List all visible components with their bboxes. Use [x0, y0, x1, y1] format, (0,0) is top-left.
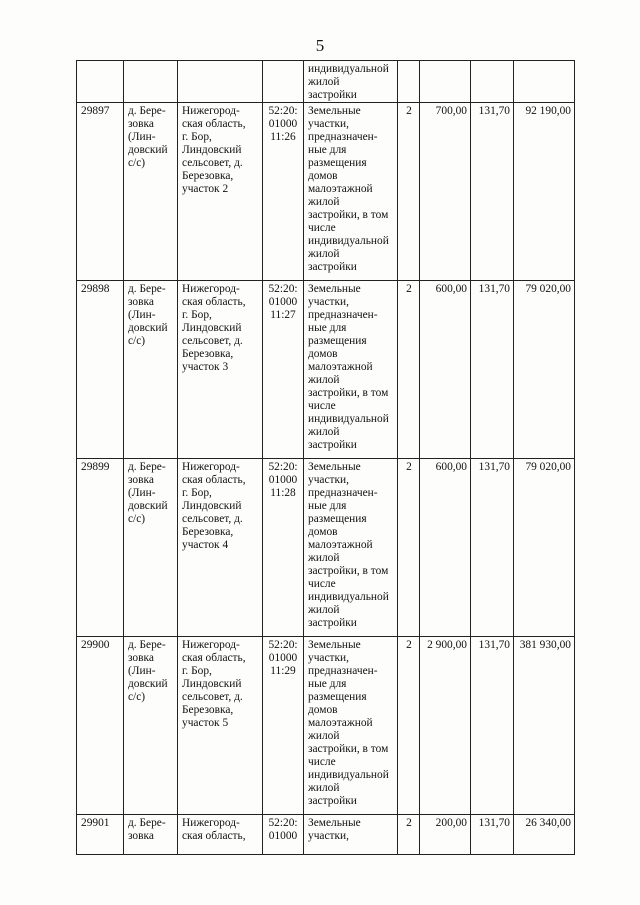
cell-rate: 131,70 [471, 103, 514, 281]
cell-number: 29899 [77, 459, 124, 637]
cell-cadastral: 52:20: 01000 11:26 [263, 103, 304, 281]
cell-cadastral: 52:20: 01000 11:29 [263, 637, 304, 815]
cell-rate: 131,70 [471, 637, 514, 815]
cell-address: Нижегород- ская область, г. Бор, Линдовский сельсовет, д. Березовка, участок 5 [178, 637, 263, 815]
cell-category: 2 [398, 103, 420, 281]
cell-purpose: Земельные участки, предназначен- ные для размещения домов малоэтажной жилой застройки, в том числе индивидуальной жилой застройки [304, 103, 398, 281]
cell-purpose: Земельные участки, [304, 815, 398, 855]
cell-area: 600,00 [420, 281, 471, 459]
table-row [77, 637, 575, 815]
cell-number: 29897 [77, 103, 124, 281]
cell-value: 79 020,00 [514, 281, 575, 459]
table-row [77, 103, 575, 281]
cell-rate: 131,70 [471, 815, 514, 855]
cell-area: 600,00 [420, 459, 471, 637]
cell-locality: д. Бере- зовка (Лин- довский с/с) [124, 637, 178, 815]
cell-category: 2 [398, 815, 420, 855]
cell-rate: 131,70 [471, 459, 514, 637]
cell-locality: д. Бере- зовка (Лин- довский с/с) [124, 459, 178, 637]
cell-category: 2 [398, 459, 420, 637]
table-row [77, 815, 575, 855]
cell-value: 79 020,00 [514, 459, 575, 637]
cell-area: 2 900,00 [420, 637, 471, 815]
cell-value: 381 930,00 [514, 637, 575, 815]
cell-address: Нижегород- ская область, г. Бор, Линдовский сельсовет, д. Березовка, участок 2 [178, 103, 263, 281]
cell-area: 700,00 [420, 103, 471, 281]
cell-address: Нижегород- ская область, [178, 815, 263, 855]
cell-cadastral: 52:20: 01000 [263, 815, 304, 855]
cell-value: 26 340,00 [514, 815, 575, 855]
cell-value [514, 61, 575, 103]
land-plot-table [76, 60, 575, 855]
cell-purpose: индивидуальной жилой застройки [304, 61, 398, 103]
cell-locality: д. Бере- зовка (Лин- довский с/с) [124, 103, 178, 281]
cell-cadastral: 52:20: 01000 11:28 [263, 459, 304, 637]
cell-locality: д. Бере- зовка [124, 815, 178, 855]
cell-value: 92 190,00 [514, 103, 575, 281]
cell-category [398, 61, 420, 103]
cell-address: Нижегород- ская область, г. Бор, Линдовский сельсовет, д. Березовка, участок 3 [178, 281, 263, 459]
cell-cadastral [263, 61, 304, 103]
cell-number [77, 61, 124, 103]
cell-purpose: Земельные участки, предназначен- ные для размещения домов малоэтажной жилой застройки, в том числе индивидуальной жилой застройки [304, 459, 398, 637]
table-row [77, 281, 575, 459]
cell-locality [124, 61, 178, 103]
page-number: 5 [315, 36, 325, 55]
cell-category: 2 [398, 637, 420, 815]
cell-purpose: Земельные участки, предназначен- ные для размещения домов малоэтажной жилой застройки, в том числе индивидуальной жилой застройки [304, 637, 398, 815]
carry-over-row [77, 61, 575, 103]
cell-cadastral: 52:20: 01000 11:27 [263, 281, 304, 459]
table-row [77, 459, 575, 637]
cell-number: 29900 [77, 637, 124, 815]
cell-locality: д. Бере- зовка (Лин- довский с/с) [124, 281, 178, 459]
cell-purpose: Земельные участки, предназначен- ные для размещения домов малоэтажной жилой застройки, в том числе индивидуальной жилой застройки [304, 281, 398, 459]
cell-rate: 131,70 [471, 281, 514, 459]
cell-address [178, 61, 263, 103]
cell-address: Нижегород- ская область, г. Бор, Линдовский сельсовет, д. Березовка, участок 4 [178, 459, 263, 637]
cell-area [420, 61, 471, 103]
cell-area: 200,00 [420, 815, 471, 855]
cell-category: 2 [398, 281, 420, 459]
cell-number: 29901 [77, 815, 124, 855]
cell-rate [471, 61, 514, 103]
cell-number: 29898 [77, 281, 124, 459]
